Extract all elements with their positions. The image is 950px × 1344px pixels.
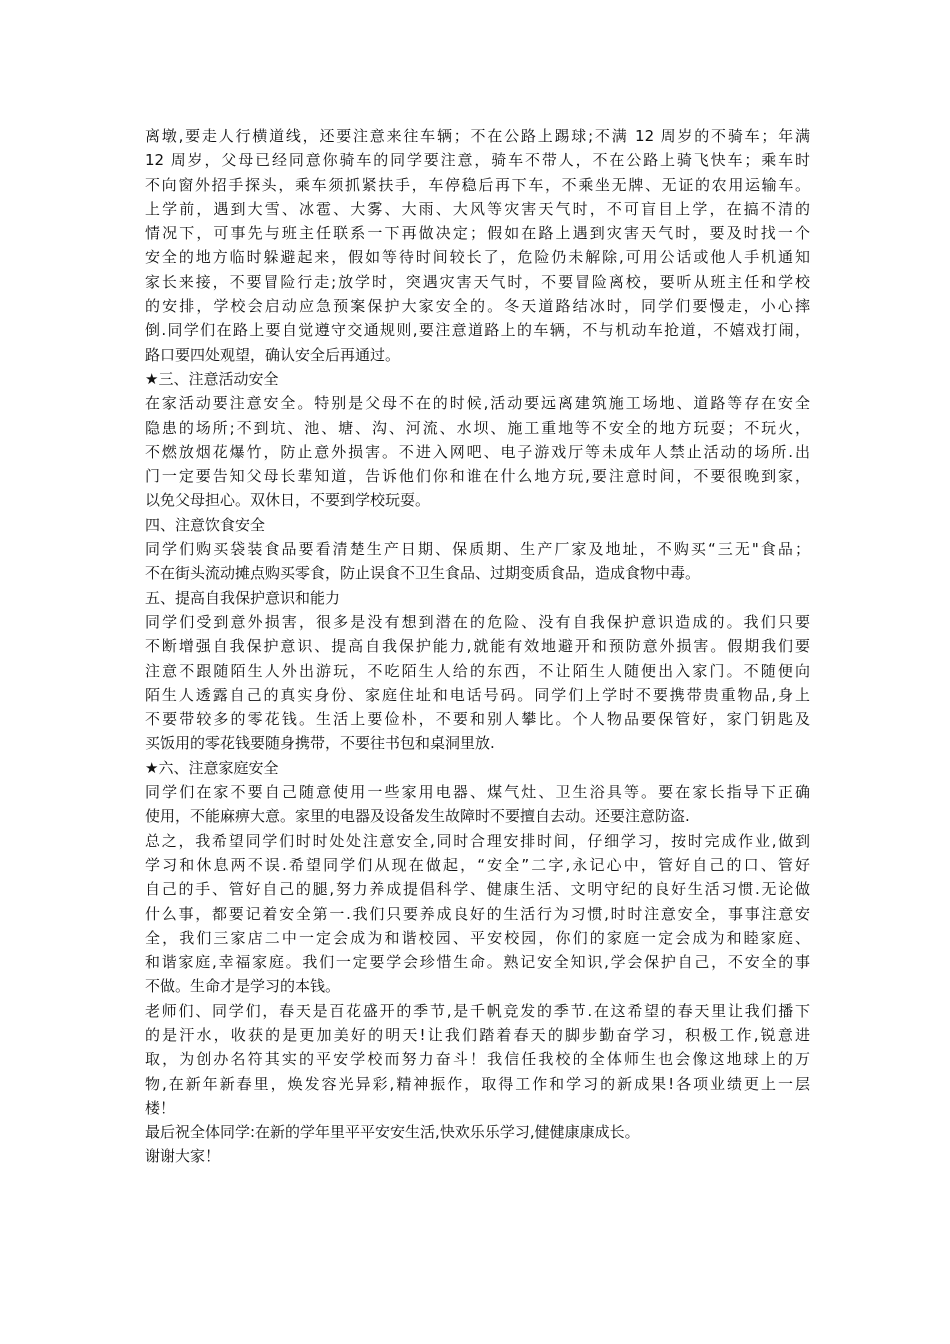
text-line: 不断增强自我保护意识、提高自我保护能力,就能有效地避开和预防意外损害。假期我们要 <box>145 637 810 656</box>
text-line: 的是汗水，收获的是更加美好的明天!让我们踏着春天的脚步勤奋学习，积极工作,锐意进 <box>145 1025 810 1044</box>
text-line: 以免父母担心。双休日，不要到学校玩耍。 <box>145 491 431 510</box>
text-line: 离墩,要走人行横道线，还要注意来往车辆；不在公路上踢球;不满 12 周岁的不骑车；年满 <box>145 127 810 145</box>
text-line: 同学们受到意外损害，很多是没有想到潜在的危险、没有自我保护意识造成的。我们只要 <box>145 612 810 631</box>
text-line: 上学前，遇到大雪、冰雹、大雾、大雨、大风等灾害天气时，不可盲目上学，在搞不清的 <box>145 199 810 218</box>
text-line: 的安排，学校会启动应急预案保护大家安全的。冬天道路结冰时，同学们要慢走，小心摔 <box>145 297 810 316</box>
text-line: 最后祝全体同学:在新的学年里平平安安生活,快欢乐乐学习,健健康康成长。 <box>145 1123 640 1142</box>
text-line: 四、注意饮食安全 <box>145 515 266 534</box>
text-line: 安全的地方临时躲避起来，假如等待时间较长了，危险仍未解除,可用公话或他人手机通知 <box>145 248 810 267</box>
text-line: 什么事，都要记着安全第一.我们只要养成良好的生活行为习惯,时时注意安全，事事注意安 <box>145 904 810 923</box>
text-line: 使用，不能麻痹大意。家里的电器及设备发生故障时不要擅自去动。还要注意防盗. <box>145 807 690 826</box>
text-line: 自己的手、管好自己的腿,努力养成提倡科学、健康生活、文明守纪的良好生活习惯.无论做 <box>145 880 810 899</box>
text-line: 谢谢大家！ <box>145 1147 221 1166</box>
text-line: 路口要四处观望，确认安全后再通过。 <box>145 345 401 364</box>
text-line: 隐患的场所;不到坑、池、塘、沟、河流、水坝、施工重地等不安全的地方玩耍；不玩火， <box>145 418 810 437</box>
text-line: 不要带较多的零花钱。生活上要俭朴，不要和别人攀比。个人物品要保管好，家门钥匙及 <box>145 710 810 729</box>
text-line: 不做。生命才是学习的本钱。 <box>145 977 341 996</box>
text-line: 注意不跟随陌生人外出游玩，不吃陌生人给的东西，不让陌生人随便出入家门。不随便向 <box>145 661 810 680</box>
text-line: 物,在新年新春里，焕发容光异彩,精神振作，取得工作和学习的新成果!各项业绩更上一层 <box>145 1074 810 1093</box>
text-line: ★三、注意活动安全 <box>145 369 279 388</box>
text-line: 取，为创办名符其实的平安学校而努力奋斗！我信任我校的全体师生也会像这地球上的万 <box>145 1050 810 1069</box>
text-line: 12 周岁，父母已经同意你骑车的同学要注意，骑车不带人，不在公路上骑飞快车；乘车时 <box>145 151 810 170</box>
text-line: 不向窗外招手探头，乘车须抓紧扶手，车停稳后再下车，不乘坐无牌、无证的农用运输车。 <box>145 175 810 194</box>
text-line: 同学们购买袋装食品要看清楚生产日期、保质期、生产厂家及地址，不购买“三无"食品； <box>145 540 810 559</box>
text-line: 同学们在家不要自己随意使用一些家用电器、煤气灶、卫生浴具等。要在家长指导下正确 <box>145 783 810 802</box>
text-line: 和谐家庭,幸福家庭。我们一定要学会珍惜生命。熟记安全知识,学会保护自己，不安全的事 <box>145 953 810 972</box>
text-line: 在家活动要注意安全。特别是父母不在的时候,活动要远离建筑施工场地、道路等存在安全 <box>145 394 810 413</box>
text-line: 倒.同学们在路上要自觉遵守交通规则,要注意道路上的车辆，不与机动车抢道，不嬉戏打闹， <box>145 321 810 340</box>
text-line: 学习和休息两不误.希望同学们从现在做起，“安全”二字,永记心中，管好自己的口、管好 <box>145 855 810 874</box>
text-line: 总之，我希望同学们时时处处注意安全,同时合理安排时间，仔细学习，按时完成作业,做到 <box>145 831 810 850</box>
text-line: 门一定要告知父母长辈知道，告诉他们你和谁在什么地方玩,要注意时间，不要很晚到家， <box>145 467 810 486</box>
text-line: 不在街头流动摊点购买零食，防止误食不卫生食品、过期变质食品，造成食物中毒。 <box>145 564 701 583</box>
text-line: 老师们、同学们，春天是百花盛开的季节,是千帆竞发的季节.在这希望的春天里让我们播下 <box>145 1001 810 1020</box>
text-line: 五、提高自我保护意识和能力 <box>145 588 341 607</box>
document-body <box>145 124 810 1169</box>
text-line: ★六、注意家庭安全 <box>145 758 279 777</box>
text-line: 楼！ <box>145 1098 176 1117</box>
text-line: 情况下，可事先与班主任联系一下再做决定；假如在路上遇到灾害天气时，要及时找一个 <box>145 224 810 243</box>
text-line: 买饭用的零花钱要随身携带，不要往书包和桌洞里放. <box>145 734 495 753</box>
text-line: 不燃放烟花爆竹，防止意外损害。不进入网吧、电子游戏厅等未成年人禁止活动的场所.出 <box>145 442 810 461</box>
text-line: 陌生人透露自己的真实身份、家庭住址和电话号码。同学们上学时不要携带贵重物品,身上 <box>145 685 810 704</box>
text-line: 全，我们三家店二中一定会成为和谐校园、平安校园，你们的家庭一定会成为和睦家庭、 <box>145 928 810 947</box>
text-line: 家长来接，不要冒险行走;放学时，突遇灾害天气时，不要冒险离校，要听从班主任和学校 <box>145 272 810 291</box>
